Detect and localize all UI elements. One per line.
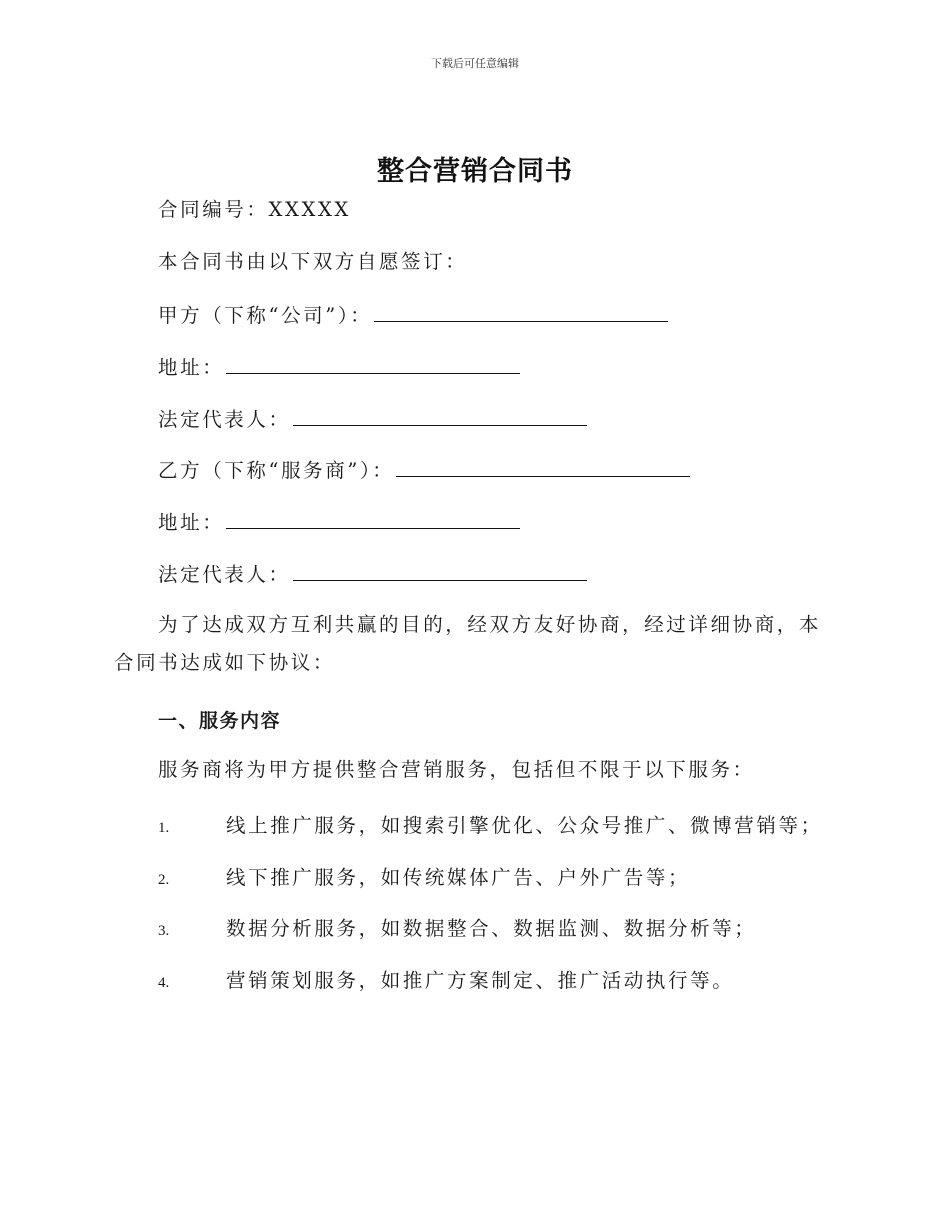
list-item <box>158 862 690 890</box>
party-b-rep-line <box>158 560 587 588</box>
list-item-number: 1. <box>158 820 170 836</box>
list-item-number: 4. <box>158 975 170 991</box>
party-a-rep-line <box>158 405 587 433</box>
list-item-text: 数据分析服务，如数据整合、数据监测、数据分析等； <box>226 917 757 940</box>
party-b-address-label: 地址： <box>158 511 225 534</box>
party-b-rep-blank <box>293 560 587 581</box>
list-item-text: 线上推广服务，如搜索引擎优化、公众号推广、微博营销等； <box>226 814 823 837</box>
party-a-line <box>158 301 668 329</box>
party-a-blank <box>374 301 668 322</box>
contract-number: 合同编号：XXXXX <box>158 198 351 221</box>
party-a-label: 甲方（下称“公司”）： <box>158 304 373 327</box>
list-item-number: 2. <box>158 872 170 888</box>
party-a-rep-label: 法定代表人： <box>158 408 291 431</box>
list-item <box>158 965 734 993</box>
party-a-address-label: 地址： <box>158 356 225 379</box>
party-b-address-line <box>158 508 520 536</box>
document-title: 整合营销合同书 <box>377 156 573 187</box>
party-a-rep-blank <box>293 405 587 426</box>
preamble-paragraph: 为了达成双方互利共赢的目的，经双方友好协商，经过详细协商，本合同书达成如下协议： <box>114 613 822 674</box>
list-item-text: 营销策划服务，如推广方案制定、推广活动执行等。 <box>226 969 735 992</box>
intro-line: 本合同书由以下双方自愿签订： <box>158 250 468 273</box>
party-b-rep-label: 法定代表人： <box>158 563 291 586</box>
list-item-number: 3. <box>158 923 170 939</box>
party-b-label: 乙方（下称“服务商”）： <box>158 459 395 482</box>
section-heading-services: 一、服务内容 <box>158 710 282 732</box>
party-a-address-line <box>158 353 520 381</box>
header-note: 下载后可任意编辑 <box>431 57 519 70</box>
party-b-blank <box>396 456 690 477</box>
services-lead: 服务商将为甲方提供整合营销服务，包括但不限于以下服务： <box>158 758 755 781</box>
list-item <box>158 810 823 838</box>
list-item <box>158 913 756 941</box>
party-a-address-blank <box>226 353 520 374</box>
list-item-text: 线下推广服务，如传统媒体广告、户外广告等； <box>226 866 691 889</box>
party-b-line <box>158 456 690 484</box>
party-b-address-blank <box>226 508 520 529</box>
